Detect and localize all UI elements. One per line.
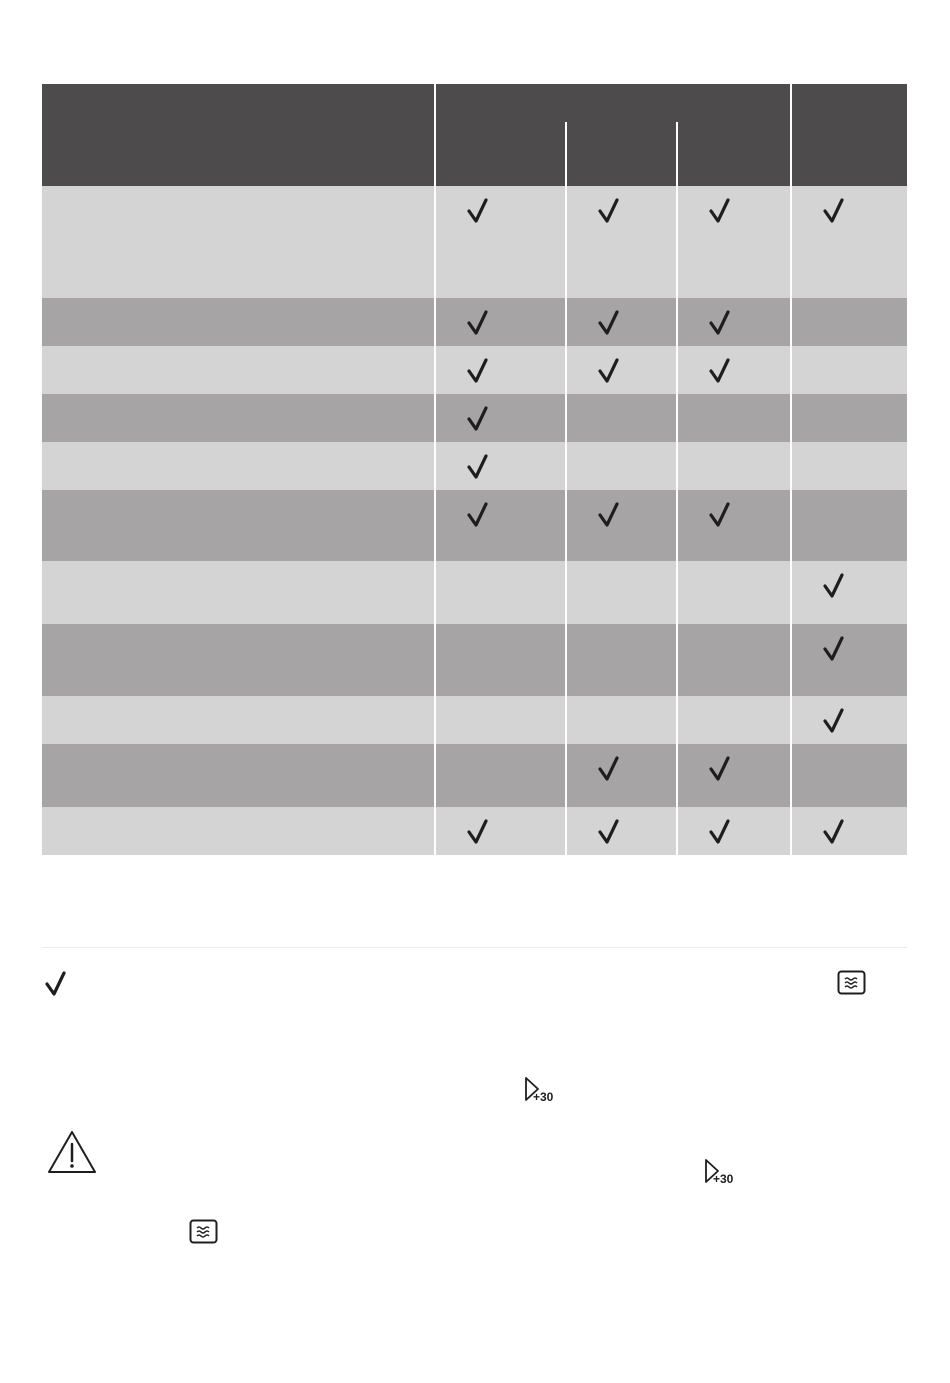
row-label (42, 186, 434, 298)
table-cell (434, 346, 565, 394)
table-cell (434, 298, 565, 346)
table-row (42, 807, 907, 855)
row-label (42, 624, 434, 696)
header-divider (434, 84, 436, 186)
table-row (42, 561, 907, 624)
checkmark-icon (466, 454, 490, 480)
row-label (42, 744, 434, 807)
table-cell (565, 807, 676, 855)
table-cell (434, 442, 565, 490)
table-cell (790, 744, 907, 807)
start-plus30-icon (704, 1158, 744, 1191)
table-cell (434, 561, 565, 624)
checkmark-icon (597, 310, 621, 336)
checkmark-icon (597, 502, 621, 528)
table-cell (434, 394, 565, 442)
plus30-label: +30 (533, 1090, 554, 1104)
table-row (42, 186, 907, 298)
table-cell (434, 624, 565, 696)
table-cell (565, 394, 676, 442)
row-label (42, 394, 434, 442)
warning-triangle-icon (47, 1130, 97, 1179)
header-divider (565, 122, 567, 186)
checkmark-icon (708, 502, 732, 528)
checkmark-icon (466, 819, 490, 845)
table-cell (790, 298, 907, 346)
table-cell (565, 298, 676, 346)
row-label (42, 442, 434, 490)
compatibility-table (42, 84, 907, 855)
table-row (42, 624, 907, 696)
table-cell (676, 186, 790, 298)
table-cell (565, 186, 676, 298)
checkmark-icon (44, 971, 68, 1002)
table-cell (434, 490, 565, 561)
table-header (42, 84, 907, 186)
table-row (42, 696, 907, 744)
table-cell (676, 298, 790, 346)
table-cell (565, 346, 676, 394)
table-cell (565, 696, 676, 744)
table-cell (565, 744, 676, 807)
table-cell (790, 490, 907, 561)
row-label (42, 807, 434, 855)
table-cell (790, 807, 907, 855)
checkmark-icon (708, 358, 732, 384)
table-cell (565, 442, 676, 490)
table-cell (790, 394, 907, 442)
table-cell (676, 561, 790, 624)
table-cell (790, 186, 907, 298)
checkmark-icon (597, 198, 621, 224)
table-cell (434, 186, 565, 298)
table-cell (434, 696, 565, 744)
checkmark-icon (597, 358, 621, 384)
checkmark-icon (708, 310, 732, 336)
checkmark-icon (466, 358, 490, 384)
table-cell (790, 346, 907, 394)
checkmark-icon (708, 819, 732, 845)
row-label (42, 298, 434, 346)
row-label (42, 561, 434, 624)
checkmark-icon (822, 708, 846, 734)
table-row (42, 744, 907, 807)
checkmark-icon (466, 310, 490, 336)
table-cell (676, 346, 790, 394)
table-cell (676, 490, 790, 561)
table-body (42, 186, 907, 855)
checkmark-icon (466, 502, 490, 528)
table-row (42, 490, 907, 561)
checkmark-icon (466, 406, 490, 432)
table-cell (790, 561, 907, 624)
checkmark-icon (822, 573, 846, 599)
table-cell (676, 696, 790, 744)
header-divider (790, 84, 792, 186)
table-cell (565, 624, 676, 696)
table-cell (676, 807, 790, 855)
plus30-label: +30 (713, 1172, 734, 1186)
row-label (42, 696, 434, 744)
row-label (42, 346, 434, 394)
table-row (42, 298, 907, 346)
defrost-icon (189, 1219, 219, 1250)
table-cell (434, 744, 565, 807)
table-cell (565, 561, 676, 624)
checkmark-icon (822, 636, 846, 662)
table-row (42, 394, 907, 442)
checkmark-icon (822, 819, 846, 845)
table-cell (676, 624, 790, 696)
table-cell (434, 807, 565, 855)
defrost-icon (837, 970, 867, 1001)
start-plus30-icon (524, 1076, 564, 1109)
table-footer-note (42, 857, 907, 948)
table-row (42, 442, 907, 490)
row-label (42, 490, 434, 561)
checkmark-icon (708, 756, 732, 782)
checkmark-icon (597, 819, 621, 845)
table-row (42, 346, 907, 394)
table-cell (676, 744, 790, 807)
checkmark-icon (822, 198, 846, 224)
table-cell (676, 394, 790, 442)
checkmark-icon (466, 198, 490, 224)
table-cell (790, 696, 907, 744)
checkmark-icon (597, 756, 621, 782)
checkmark-icon (708, 198, 732, 224)
table-cell (790, 442, 907, 490)
table-cell (565, 490, 676, 561)
header-divider (676, 122, 678, 186)
table-cell (676, 442, 790, 490)
table-cell (790, 624, 907, 696)
